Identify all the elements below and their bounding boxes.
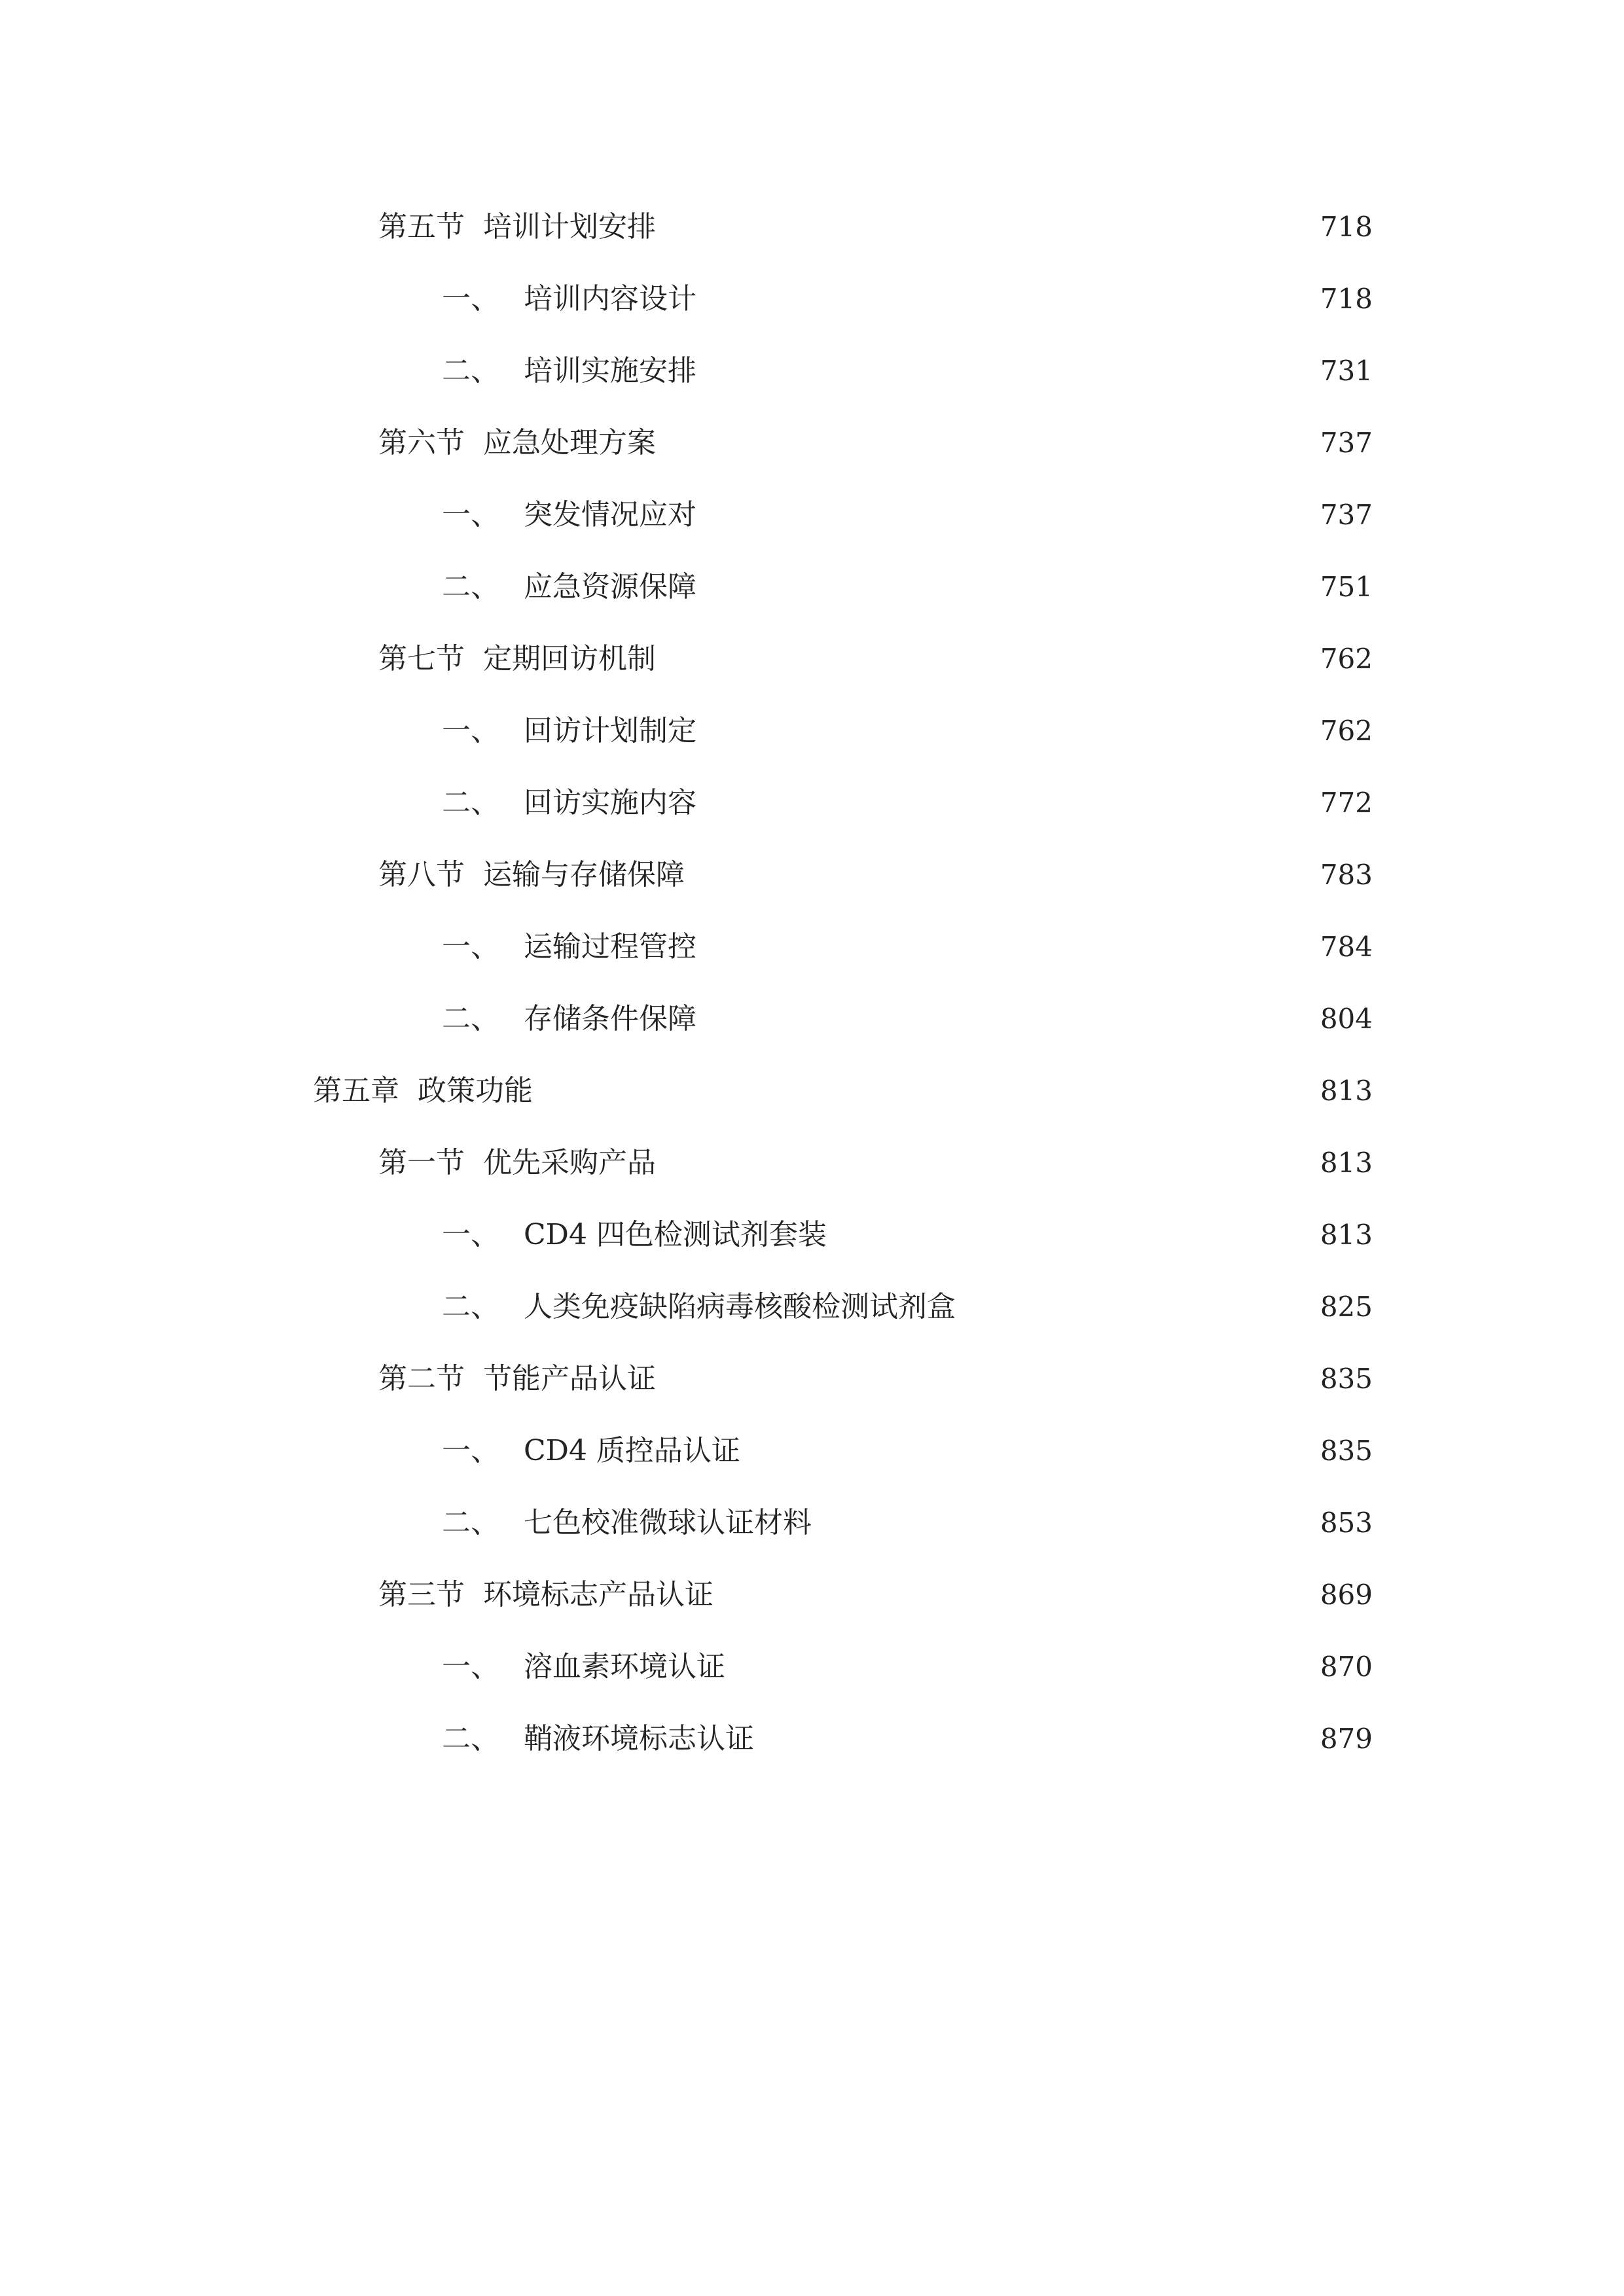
dot-leader [707, 567, 1306, 607]
toc-entry-line [378, 207, 1373, 247]
toc-entry[interactable] [0, 1631, 1624, 1703]
toc-entry[interactable] [0, 1559, 1624, 1631]
toc-entry-title: 七色校准微球认证材料 [524, 1506, 812, 1539]
dot-leader [666, 1143, 1306, 1183]
toc-entry-title: 培训计划安排 [483, 210, 656, 243]
toc-entry-number: 第五节 [378, 210, 465, 243]
toc-entry-line [378, 639, 1373, 679]
toc-entry[interactable] [0, 1343, 1624, 1415]
toc-entry-page-number: 718 [1320, 283, 1373, 315]
toc-entry[interactable] [0, 623, 1624, 695]
toc-entry-page-number: 835 [1320, 1363, 1373, 1395]
toc-entry-page-number: 804 [1320, 1003, 1373, 1035]
toc-entry[interactable] [0, 1127, 1624, 1199]
toc-entry-page-number: 772 [1320, 787, 1373, 819]
dot-leader [707, 279, 1306, 319]
toc-entry-number: 二、 [442, 1290, 499, 1323]
toc-entry-page-number: 869 [1320, 1579, 1373, 1611]
dot-leader [966, 1287, 1306, 1327]
toc-entry-line [442, 1287, 1373, 1327]
toc-entry-page-number: 813 [1320, 1147, 1373, 1179]
toc-entry-page-number: 813 [1320, 1075, 1373, 1107]
toc-entry-number: 第六节 [378, 426, 465, 459]
toc-entry-title: CD4 四色检测试剂套装 [524, 1218, 827, 1251]
toc-entry-number: 第二节 [378, 1362, 465, 1395]
toc-entry[interactable] [0, 479, 1624, 551]
toc-entry-title: 定期回访机制 [483, 642, 656, 675]
dot-leader [707, 783, 1306, 823]
toc-entry-number: 二、 [442, 1506, 499, 1539]
toc-entry-page-number: 870 [1320, 1651, 1373, 1683]
toc-entry-page-number: 731 [1320, 355, 1373, 387]
toc-entry[interactable] [0, 263, 1624, 335]
toc-entry-title: 环境标志产品认证 [483, 1578, 713, 1611]
toc-entry-number: 一、 [442, 282, 499, 315]
toc-entry[interactable] [0, 1199, 1624, 1271]
toc-entry-title: 运输与存储保障 [483, 858, 685, 891]
toc-entry[interactable] [0, 767, 1624, 839]
toc-entry[interactable] [0, 695, 1624, 767]
toc-entry[interactable] [0, 1487, 1624, 1559]
toc-entry[interactable] [0, 335, 1624, 407]
toc-entry-number: 一、 [442, 714, 499, 747]
toc-entry[interactable] [0, 911, 1624, 983]
toc-entry[interactable] [0, 551, 1624, 623]
toc-entry-title: 回访实施内容 [524, 786, 696, 819]
dot-leader [666, 1359, 1306, 1399]
toc-entry[interactable] [0, 839, 1624, 911]
toc-entry-title: 回访计划制定 [524, 714, 696, 747]
toc-entry-page-number: 783 [1320, 859, 1373, 891]
toc-entry-title: 培训内容设计 [524, 282, 696, 315]
toc-entry-title: 应急资源保障 [524, 570, 696, 603]
toc-entry-number: 一、 [442, 498, 499, 531]
toc-entry-number: 第八节 [378, 858, 465, 891]
toc-entry-number: 第七节 [378, 642, 465, 675]
toc-entry-page-number: 751 [1320, 571, 1373, 603]
toc-entry-title: 突发情况应对 [524, 498, 696, 531]
dot-leader [736, 1647, 1306, 1687]
toc-entry-number: 二、 [442, 786, 499, 819]
toc-entry-line [378, 1143, 1373, 1183]
dot-leader [543, 1071, 1306, 1111]
dot-leader [666, 207, 1306, 247]
toc-entry-line [378, 423, 1373, 463]
dot-leader [707, 711, 1306, 751]
toc-entry-line [442, 711, 1373, 751]
toc-entry-line [442, 999, 1373, 1039]
toc-entry[interactable] [0, 1055, 1624, 1127]
dot-leader [724, 1575, 1306, 1615]
toc-entry[interactable] [0, 191, 1624, 263]
toc-entry-page-number: 825 [1320, 1291, 1373, 1323]
toc-entry-page-number: 718 [1320, 211, 1373, 243]
dot-leader [707, 927, 1306, 967]
dot-leader [707, 495, 1306, 535]
toc-entry-line [442, 1431, 1373, 1471]
dot-leader [837, 1215, 1306, 1255]
toc-entry-number: 第三节 [378, 1578, 465, 1611]
toc-entry-number: 二、 [442, 570, 499, 603]
toc-entry-line [442, 567, 1373, 607]
toc-entry-line [442, 1503, 1373, 1543]
toc-entry-page-number: 762 [1320, 643, 1373, 675]
toc-entry-number: 二、 [442, 354, 499, 387]
toc-entry-line [442, 495, 1373, 535]
toc-entry-line [442, 783, 1373, 823]
toc-entry-title: 人类免疫缺陷病毒核酸检测试剂盒 [524, 1290, 956, 1323]
toc-entry-title: CD4 质控品认证 [524, 1434, 740, 1467]
toc-entry-number: 一、 [442, 1434, 499, 1467]
toc-entry-title: 培训实施安排 [524, 354, 696, 387]
toc-entry-page-number: 835 [1320, 1435, 1373, 1467]
toc-entry-page-number: 784 [1320, 931, 1373, 963]
toc-entry-page-number: 813 [1320, 1219, 1373, 1251]
toc-entry-line [378, 855, 1373, 895]
toc-entry-title: 节能产品认证 [483, 1362, 656, 1395]
toc-entry-line [378, 1575, 1373, 1615]
toc-entry[interactable] [0, 1271, 1624, 1343]
toc-entry-title: 优先采购产品 [483, 1146, 656, 1179]
table-of-contents [0, 191, 1624, 1775]
toc-entry-line [442, 351, 1373, 391]
toc-entry-title: 应急处理方案 [483, 426, 656, 459]
toc-entry-line [442, 927, 1373, 967]
dot-leader [695, 855, 1306, 895]
toc-entry-number: 第一节 [378, 1146, 465, 1179]
toc-entry-line [378, 1359, 1373, 1399]
dot-leader [822, 1503, 1306, 1543]
toc-entry-number: 一、 [442, 1218, 499, 1251]
toc-entry-title: 运输过程管控 [524, 930, 696, 963]
toc-entry-title: 政策功能 [418, 1074, 533, 1107]
toc-entry-page-number: 762 [1320, 715, 1373, 747]
dot-leader [666, 639, 1306, 679]
toc-entry-page-number: 737 [1320, 427, 1373, 459]
toc-entry-line [442, 1647, 1373, 1687]
toc-entry[interactable] [0, 1703, 1624, 1775]
toc-entry-number: 二、 [442, 1722, 499, 1755]
dot-leader [707, 999, 1306, 1039]
toc-entry-line [442, 1215, 1373, 1255]
toc-entry-number: 二、 [442, 1002, 499, 1035]
toc-entry-title: 存储条件保障 [524, 1002, 696, 1035]
toc-entry-title: 溶血素环境认证 [524, 1650, 725, 1683]
toc-entry-number: 第五章 [313, 1074, 399, 1107]
dot-leader [751, 1431, 1306, 1471]
toc-entry-line [313, 1071, 1373, 1111]
toc-entry-number: 一、 [442, 1650, 499, 1683]
toc-entry-line [442, 279, 1373, 319]
dot-leader [707, 351, 1306, 391]
toc-entry-line [442, 1719, 1373, 1759]
toc-entry-page-number: 737 [1320, 499, 1373, 531]
toc-entry[interactable] [0, 1415, 1624, 1487]
dot-leader [765, 1719, 1306, 1759]
toc-entry[interactable] [0, 407, 1624, 479]
dot-leader [666, 423, 1306, 463]
toc-entry-number: 一、 [442, 930, 499, 963]
toc-entry-page-number: 853 [1320, 1507, 1373, 1539]
toc-entry-page-number: 879 [1320, 1723, 1373, 1755]
toc-entry-title: 鞘液环境标志认证 [524, 1722, 754, 1755]
toc-entry[interactable] [0, 983, 1624, 1055]
